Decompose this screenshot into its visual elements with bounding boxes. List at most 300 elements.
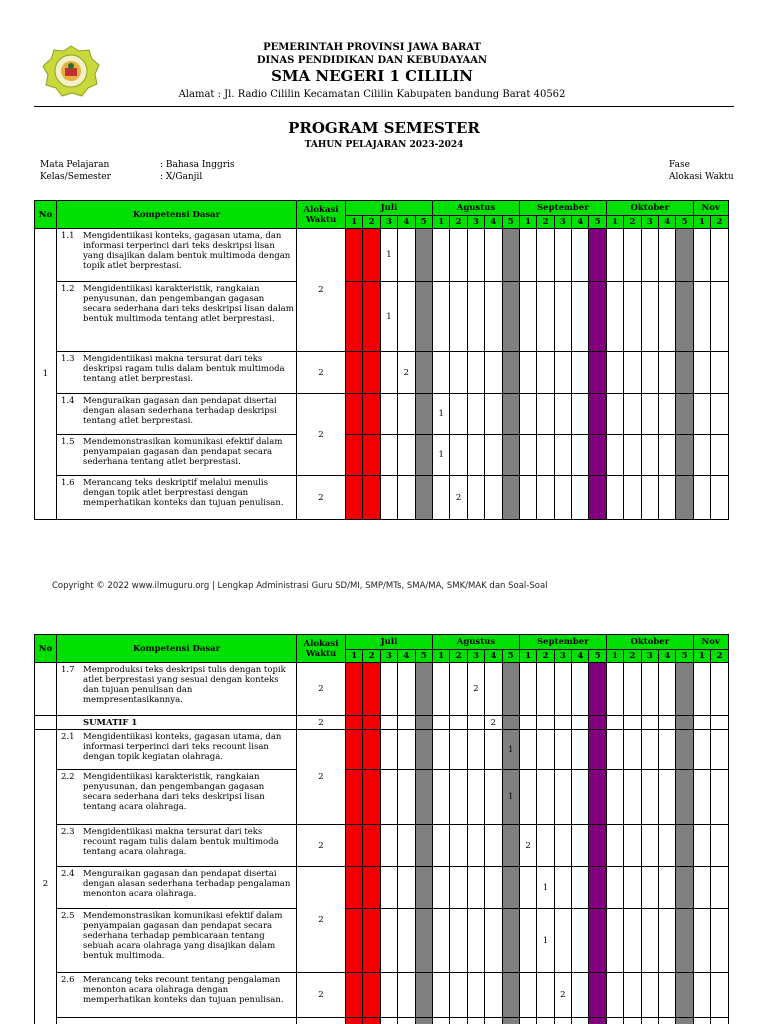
week-cell [659, 909, 676, 973]
week-cell [606, 909, 623, 973]
week-cell [537, 435, 554, 476]
kd-cell [57, 730, 297, 770]
week-cell: 1 [502, 770, 519, 825]
week-cell: 2 [519, 825, 536, 867]
week-cell [467, 909, 484, 973]
week-cell [554, 867, 571, 909]
week-cell [537, 229, 554, 282]
week-cell [467, 435, 484, 476]
kd-cell [57, 435, 297, 476]
week-cell [624, 394, 641, 435]
week-cell [380, 973, 397, 1018]
header-week: 1 [606, 216, 623, 229]
week-cell [432, 663, 449, 716]
week-cell [606, 1018, 623, 1024]
week-cell [659, 435, 676, 476]
week-cell [554, 909, 571, 973]
week-cell [380, 825, 397, 867]
header-week: 3 [554, 216, 571, 229]
week-cell [346, 1018, 363, 1024]
week-cell [641, 476, 658, 520]
week-cell [450, 352, 467, 394]
alokasi-cell: 2 [297, 229, 346, 352]
kd-cell [57, 394, 297, 435]
week-cell [624, 770, 641, 825]
week-cell [467, 282, 484, 352]
week-cell [346, 663, 363, 716]
alokasi-cell: 2 [297, 716, 346, 730]
week-cell [659, 716, 676, 730]
header-week: 5 [589, 650, 606, 663]
week-cell [554, 663, 571, 716]
kd-number: 1.2 [61, 284, 75, 294]
week-cell [415, 909, 432, 973]
week-cell [519, 973, 536, 1018]
week-cell [711, 282, 728, 352]
week-cell [415, 663, 432, 716]
kd-text: Mendemonstrasikan komunikasi efektif dalam penyampaian gagasan dan pendapat secara sederhana tentang atlet berprestasi. [83, 437, 283, 467]
week-cell [450, 716, 467, 730]
week-cell [485, 867, 502, 909]
header-week: 5 [676, 650, 693, 663]
week-cell [485, 770, 502, 825]
header-kd: Kompetensi Dasar [57, 635, 297, 663]
week-cell [537, 973, 554, 1018]
week-cell [641, 909, 658, 973]
kd-cell [57, 973, 297, 1018]
week-cell [693, 663, 710, 716]
week-cell [415, 770, 432, 825]
week-cell [380, 435, 397, 476]
kd-number: 2.5 [61, 911, 75, 921]
week-cell [346, 730, 363, 770]
week-cell [711, 435, 728, 476]
week-cell [398, 229, 415, 282]
week-cell [432, 1018, 449, 1024]
week-cell [363, 229, 380, 282]
header-week: 3 [467, 650, 484, 663]
week-cell [693, 352, 710, 394]
week-cell [502, 476, 519, 520]
week-cell [432, 909, 449, 973]
week-cell [346, 435, 363, 476]
week-cell [519, 770, 536, 825]
week-cell [676, 867, 693, 909]
week-cell [676, 716, 693, 730]
header-month: Juli [346, 635, 433, 650]
no-cell [35, 663, 57, 716]
kd-cell [57, 770, 297, 825]
week-cell [380, 1018, 397, 1024]
kd-number: 1.3 [61, 354, 75, 364]
week-cell [624, 435, 641, 476]
week-cell [485, 476, 502, 520]
week-cell [398, 435, 415, 476]
week-cell [624, 476, 641, 520]
week-cell [502, 352, 519, 394]
kd-number: 1.4 [61, 396, 75, 406]
header-month: Agustus [432, 635, 519, 650]
week-cell: 1 [380, 282, 397, 352]
week-cell [624, 352, 641, 394]
week-cell [363, 909, 380, 973]
header-month: Juli [346, 201, 433, 216]
alokasi-cell: 2 [297, 973, 346, 1018]
header-week: 3 [380, 216, 397, 229]
week-cell [363, 394, 380, 435]
week-cell [432, 282, 449, 352]
week-cell [606, 663, 623, 716]
no-cell [35, 716, 57, 730]
week-cell [519, 716, 536, 730]
header-week: 5 [415, 216, 432, 229]
week-cell [589, 352, 606, 394]
week-cell [554, 1018, 571, 1024]
week-cell [693, 909, 710, 973]
kd-cell [57, 867, 297, 909]
header-week: 2 [537, 216, 554, 229]
week-cell [450, 909, 467, 973]
week-cell [624, 282, 641, 352]
week-cell: 2 [485, 716, 502, 730]
alokasi-cell: 2 [297, 663, 346, 716]
kd-cell [57, 825, 297, 867]
week-cell [572, 825, 589, 867]
week-cell [554, 282, 571, 352]
week-cell [380, 663, 397, 716]
header-week: 4 [398, 650, 415, 663]
week-cell [641, 229, 658, 282]
week-cell [450, 730, 467, 770]
table-row [35, 394, 729, 435]
week-cell [711, 716, 728, 730]
week-cell [676, 825, 693, 867]
week-cell [624, 663, 641, 716]
header-alokasi: Alokasi Waktu [297, 201, 346, 229]
sumatif-row [35, 716, 729, 730]
week-cell [676, 282, 693, 352]
week-cell [450, 867, 467, 909]
week-cell [380, 394, 397, 435]
kd-cell [57, 352, 297, 394]
week-cell [415, 973, 432, 1018]
week-cell [363, 716, 380, 730]
alokasi-cell: 2 [297, 394, 346, 476]
week-cell [363, 663, 380, 716]
week-cell [398, 476, 415, 520]
week-cell [572, 229, 589, 282]
week-cell [398, 973, 415, 1018]
header-week: 3 [641, 650, 658, 663]
week-cell [380, 867, 397, 909]
week-cell [589, 825, 606, 867]
week-cell [398, 909, 415, 973]
week-cell [659, 476, 676, 520]
table-row [35, 282, 729, 352]
week-cell [346, 476, 363, 520]
week-cell [519, 730, 536, 770]
week-cell [693, 867, 710, 909]
school-logo-icon [42, 44, 100, 98]
sumatif-label: SUMATIF 1 [57, 716, 297, 730]
week-cell [519, 909, 536, 973]
kd-number: 1.7 [61, 665, 75, 675]
week-cell [589, 1018, 606, 1024]
header-week: 4 [572, 216, 589, 229]
header-week: 2 [711, 650, 728, 663]
week-cell [432, 352, 449, 394]
header-week: 1 [693, 216, 710, 229]
header-month: Agustus [432, 201, 519, 216]
header-week: 1 [693, 650, 710, 663]
header-week: 4 [398, 216, 415, 229]
week-cell [450, 1018, 467, 1024]
table-row [35, 825, 729, 867]
week-cell [572, 282, 589, 352]
week-cell [519, 663, 536, 716]
week-cell [676, 435, 693, 476]
week-cell [363, 282, 380, 352]
week-cell [676, 394, 693, 435]
week-cell [485, 730, 502, 770]
week-cell [502, 282, 519, 352]
week-cell [502, 394, 519, 435]
week-cell [641, 435, 658, 476]
week-cell [380, 770, 397, 825]
week-cell [676, 770, 693, 825]
header-week: 2 [624, 650, 641, 663]
week-cell [415, 867, 432, 909]
header-week: 1 [346, 216, 363, 229]
alokasi-cell: 2 [297, 476, 346, 520]
week-cell [606, 476, 623, 520]
week-cell [346, 973, 363, 1018]
week-cell [641, 394, 658, 435]
week-cell [659, 730, 676, 770]
week-cell [415, 435, 432, 476]
week-cell [659, 394, 676, 435]
header-month: Nov [693, 201, 728, 216]
week-cell [624, 1018, 641, 1024]
kd-text: Mengidentiikasi konteks, gagasan utama, dan informasi terperinci dari teks deskripsi lisan yang disajikan dalam bentuk multimoda dengan topik atlet berprestasi. [83, 231, 291, 271]
kd-text: Mendemonstrasikan komunikasi efektif dalam penyampaian gagasan dan pendapat secara sederhana terhadap pembicaraan tentang sebuah acara olahraga yang disajikan dalam bentuk multimoda. [83, 911, 283, 961]
week-cell [485, 909, 502, 973]
header-week: 2 [450, 650, 467, 663]
week-cell [346, 770, 363, 825]
week-cell [432, 229, 449, 282]
week-cell [693, 282, 710, 352]
alokasi-cell: 2 [297, 825, 346, 867]
week-cell [606, 867, 623, 909]
program-semester-table-2 [34, 634, 729, 1024]
header-month: Oktober [606, 635, 693, 650]
week-cell [711, 770, 728, 825]
kd-text: Menguraikan gagasan dan pendapat disertai dengan alasan sederhana terhadap deskripsi tentang atlet berprestasi. [83, 396, 277, 426]
week-cell [537, 352, 554, 394]
header-week: 3 [641, 216, 658, 229]
header-week: 3 [380, 650, 397, 663]
week-cell [380, 716, 397, 730]
week-cell [467, 716, 484, 730]
alokasi-cell [297, 1018, 346, 1024]
week-cell [711, 909, 728, 973]
header-week: 2 [363, 216, 380, 229]
week-cell [502, 1018, 519, 1024]
header-week: 5 [589, 216, 606, 229]
week-cell [606, 973, 623, 1018]
week-cell [467, 973, 484, 1018]
week-cell [554, 825, 571, 867]
week-cell [363, 770, 380, 825]
table-row [35, 476, 729, 520]
week-cell [537, 730, 554, 770]
week-cell [572, 435, 589, 476]
week-cell [432, 730, 449, 770]
week-cell [502, 716, 519, 730]
week-cell [641, 1018, 658, 1024]
week-cell: 1 [537, 867, 554, 909]
week-cell [572, 716, 589, 730]
kd-text: Merancang teks deskriptif melalui menulis dengan topik atlet berprestasi dengan memperhatikan konteks dan tujuan penulisan. [83, 478, 284, 508]
week-cell [659, 352, 676, 394]
week-cell [467, 229, 484, 282]
week-cell [711, 1018, 728, 1024]
week-cell [711, 825, 728, 867]
kd-number: 1.1 [61, 231, 75, 241]
week-cell [519, 229, 536, 282]
week-cell [450, 282, 467, 352]
header-month: Oktober [606, 201, 693, 216]
week-cell [415, 282, 432, 352]
header-address: Alamat : Jl. Radio Cililin Kecamatan Cililin Kabupaten bandung Barat 40562 [178, 89, 566, 100]
week-cell [450, 394, 467, 435]
week-cell [519, 1018, 536, 1024]
week-cell [346, 867, 363, 909]
week-cell [641, 867, 658, 909]
week-cell [346, 352, 363, 394]
week-cell [363, 825, 380, 867]
week-cell [380, 909, 397, 973]
week-cell [554, 716, 571, 730]
week-cell [693, 770, 710, 825]
week-cell [467, 867, 484, 909]
week-cell [676, 229, 693, 282]
week-cell [432, 770, 449, 825]
table-row [35, 867, 729, 909]
week-cell [554, 770, 571, 825]
alokasi-cell: 2 [297, 730, 346, 825]
header-week: 2 [363, 650, 380, 663]
week-cell [398, 716, 415, 730]
week-cell [554, 476, 571, 520]
week-cell [450, 663, 467, 716]
week-cell [606, 435, 623, 476]
week-cell [711, 476, 728, 520]
kd-cell [57, 229, 297, 282]
week-cell: 1 [502, 730, 519, 770]
week-cell [363, 1018, 380, 1024]
week-cell [589, 394, 606, 435]
week-cell [606, 825, 623, 867]
kd-number: 1.6 [61, 478, 75, 488]
week-cell [711, 229, 728, 282]
kelas-value: : X/Ganjil [160, 172, 203, 182]
header-week: 1 [519, 650, 536, 663]
week-cell [415, 716, 432, 730]
week-cell [589, 716, 606, 730]
header-week: 1 [346, 650, 363, 663]
week-cell [606, 716, 623, 730]
header-divider [34, 106, 734, 107]
week-cell [467, 394, 484, 435]
header-week: 4 [572, 650, 589, 663]
header-week: 5 [676, 216, 693, 229]
week-cell [346, 394, 363, 435]
week-cell [711, 867, 728, 909]
week-cell: 2 [450, 476, 467, 520]
week-cell [485, 973, 502, 1018]
week-cell [641, 352, 658, 394]
kd-cell [57, 909, 297, 973]
week-cell [572, 973, 589, 1018]
week-cell [485, 394, 502, 435]
week-cell [346, 716, 363, 730]
week-cell [676, 352, 693, 394]
week-cell [450, 770, 467, 825]
header-week: 4 [659, 650, 676, 663]
week-cell [432, 476, 449, 520]
week-cell [346, 825, 363, 867]
week-cell [519, 476, 536, 520]
week-cell [537, 476, 554, 520]
alokasi-label: Alokasi Waktu [669, 172, 734, 182]
week-cell [519, 435, 536, 476]
week-cell [398, 770, 415, 825]
table-row [35, 435, 729, 476]
week-cell [398, 825, 415, 867]
week-cell [693, 476, 710, 520]
header-week: 4 [485, 650, 502, 663]
week-cell [711, 352, 728, 394]
week-cell [537, 716, 554, 730]
week-cell: 1 [537, 909, 554, 973]
kd-cell [57, 1018, 297, 1024]
week-cell [537, 663, 554, 716]
week-cell [398, 282, 415, 352]
week-cell [659, 229, 676, 282]
kd-number: 2.4 [61, 869, 75, 879]
header-week: 1 [432, 650, 449, 663]
week-cell [485, 282, 502, 352]
week-cell [363, 435, 380, 476]
no-cell: 1 [35, 229, 57, 520]
week-cell [363, 730, 380, 770]
week-cell [624, 229, 641, 282]
week-cell [676, 730, 693, 770]
week-cell [502, 435, 519, 476]
header-week: 3 [554, 650, 571, 663]
week-cell [659, 663, 676, 716]
page-subtitle: TAHUN PELAJARAN 2023-2024 [304, 140, 464, 150]
week-cell: 1 [380, 229, 397, 282]
header-week: 1 [519, 216, 536, 229]
week-cell [519, 394, 536, 435]
week-cell [693, 229, 710, 282]
kd-cell [57, 282, 297, 352]
week-cell [693, 394, 710, 435]
week-cell [519, 867, 536, 909]
week-cell [676, 909, 693, 973]
